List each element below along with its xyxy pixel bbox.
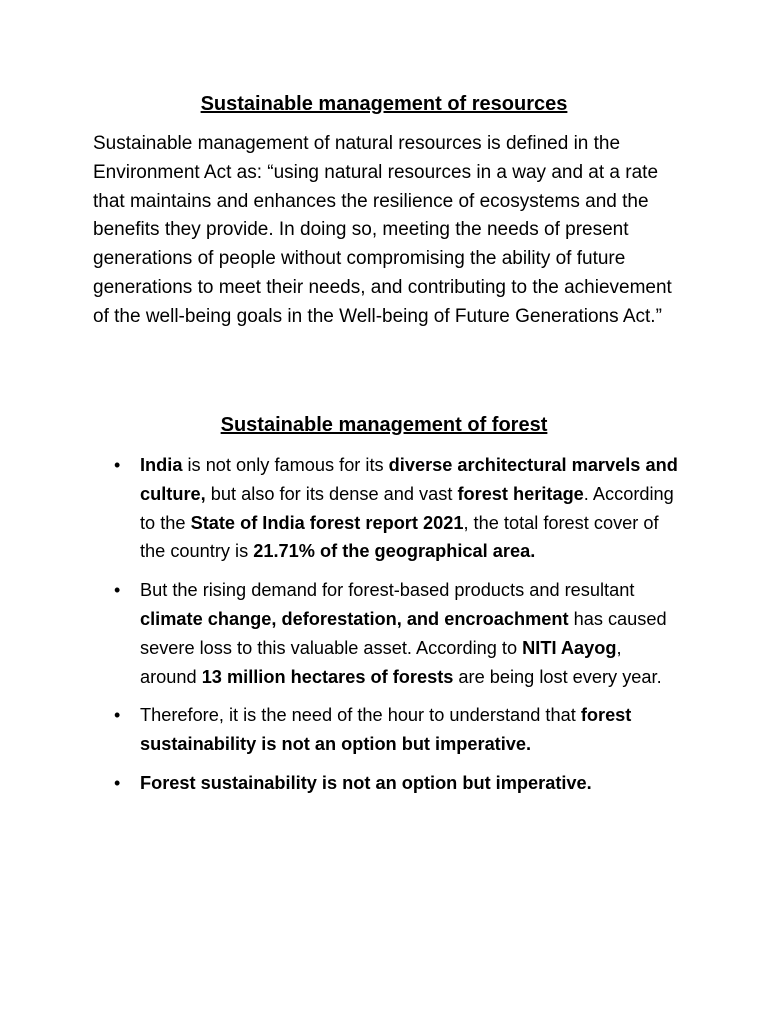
bullet-item-4: • Forest sustainability is not an option but imperative. [93, 769, 683, 798]
bullet-icon: • [114, 455, 121, 475]
bullet-item-2: • But the rising demand for forest-based products and resultant climate change, deforestation, and encroachment has caused severe loss to this valuable asset. According to NITI Aayog, around 13 million hectares of forests are being lost every year. [93, 576, 683, 691]
section-title-forest: Sustainable management of forest [220, 414, 548, 436]
resources-paragraph: Sustainable management of natural resources is defined in the Environment Act as: “using natural resources in a way and at a rate that maintains and enhances the resilience of ecosystems and the benefits they provide. In doing so, meeting the needs of present generations of people without compromising the ability of future generations to meet their needs, and contributing to the achievement of the well-being goals in the Well-being of Future Generations Act.” [93, 133, 672, 327]
bullet-icon: • [114, 772, 121, 793]
bullet-item-1: • India is not only famous for its diverse architectural marvels and culture, but also for its dense and vast forest heritage. According to the State of India forest report 2021, the total forest cover of the country is 21.71% of the geographical area. [93, 451, 683, 566]
bullet-item-3: • Therefore, it is the need of the hour to understand that forest sustainability is not an option but imperative. [93, 701, 683, 759]
bullet-icon: • [114, 580, 121, 601]
forest-bullet-list [93, 451, 683, 808]
section-title-resources: Sustainable management of resources [200, 93, 568, 115]
bullet-icon: • [114, 705, 121, 726]
